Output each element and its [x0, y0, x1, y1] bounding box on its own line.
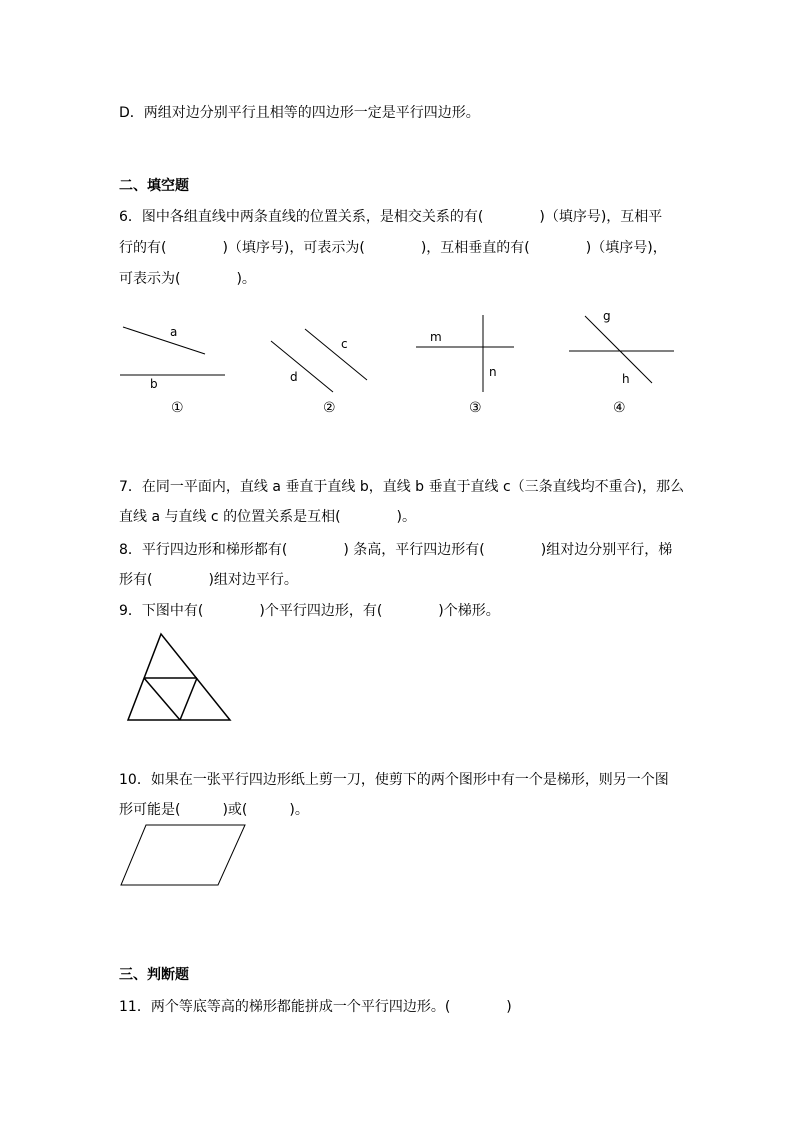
line-c — [305, 329, 367, 380]
figure-number-3: ③ — [469, 400, 482, 416]
question-7-line-1: 7．在同一平面内，直线 a 垂直于直线 b，直线 b 垂直于直线 c（三条直线均不重合)，那么 — [119, 479, 685, 495]
label-d: d — [290, 370, 298, 384]
triangle-subdivision-figure — [120, 627, 240, 727]
label-c: c — [341, 337, 348, 351]
parallelogram-figure — [118, 822, 250, 890]
figure-2-parallel-lines — [262, 315, 377, 420]
label-g: g — [603, 309, 611, 323]
figure-number-2: ② — [323, 400, 336, 416]
inner-left-side — [144, 678, 180, 720]
question-8-line-2: 形有( )组对边平行。 — [119, 572, 298, 588]
section-heading-true-false: 三、判断题 — [119, 967, 189, 983]
label-a: a — [170, 325, 178, 339]
question-9-line-1: 9．下图中有( )个平行四边形，有( )个梯形。 — [119, 603, 500, 619]
question-6-line-2: 行的有( )（填序号)，可表示为( )，互相垂直的有( )（填序号)， — [119, 240, 667, 256]
label-h: h — [622, 372, 630, 386]
section-heading-fill-blank: 二、填空题 — [119, 178, 189, 194]
line-a — [123, 327, 205, 354]
question-7-line-2: 直线 a 与直线 c 的位置关系是互相( )。 — [119, 509, 416, 525]
inner-right-side — [180, 678, 197, 720]
question-10-line-2: 形可能是( )或( )。 — [119, 802, 309, 818]
figure-4-intersecting-lines — [560, 305, 680, 420]
figure-1-intersecting-lines — [110, 315, 235, 420]
label-n: n — [489, 365, 497, 379]
line-g — [585, 316, 652, 383]
question-10-line-1: 10．如果在一张平行四边形纸上剪一刀，使剪下的两个图形中有一个是梯形，则另一个图 — [119, 772, 669, 788]
question-6-line-1: 6．图中各组直线中两条直线的位置关系，是相交关系的有( )（填序号)，互相平 — [119, 209, 663, 225]
question-11-line-1: 11．两个等底等高的梯形都能拼成一个平行四边形。( ) — [119, 999, 512, 1015]
outer-triangle — [128, 634, 230, 720]
figure-number-4: ④ — [613, 400, 626, 416]
question-6-line-3: 可表示为( )。 — [119, 271, 256, 287]
question-8-line-1: 8．平行四边形和梯形都有( ) 条高，平行四边形有( )组对边分别平行，梯 — [119, 542, 673, 558]
figure-3-perpendicular-lines — [410, 310, 525, 420]
label-b: b — [150, 377, 158, 391]
parallelogram — [121, 825, 245, 885]
figure-number-1: ① — [171, 400, 184, 416]
option-d: D．两组对边分别平行且相等的四边形一定是平行四边形。 — [119, 105, 480, 121]
line-d — [271, 341, 333, 392]
label-m: m — [430, 330, 442, 344]
